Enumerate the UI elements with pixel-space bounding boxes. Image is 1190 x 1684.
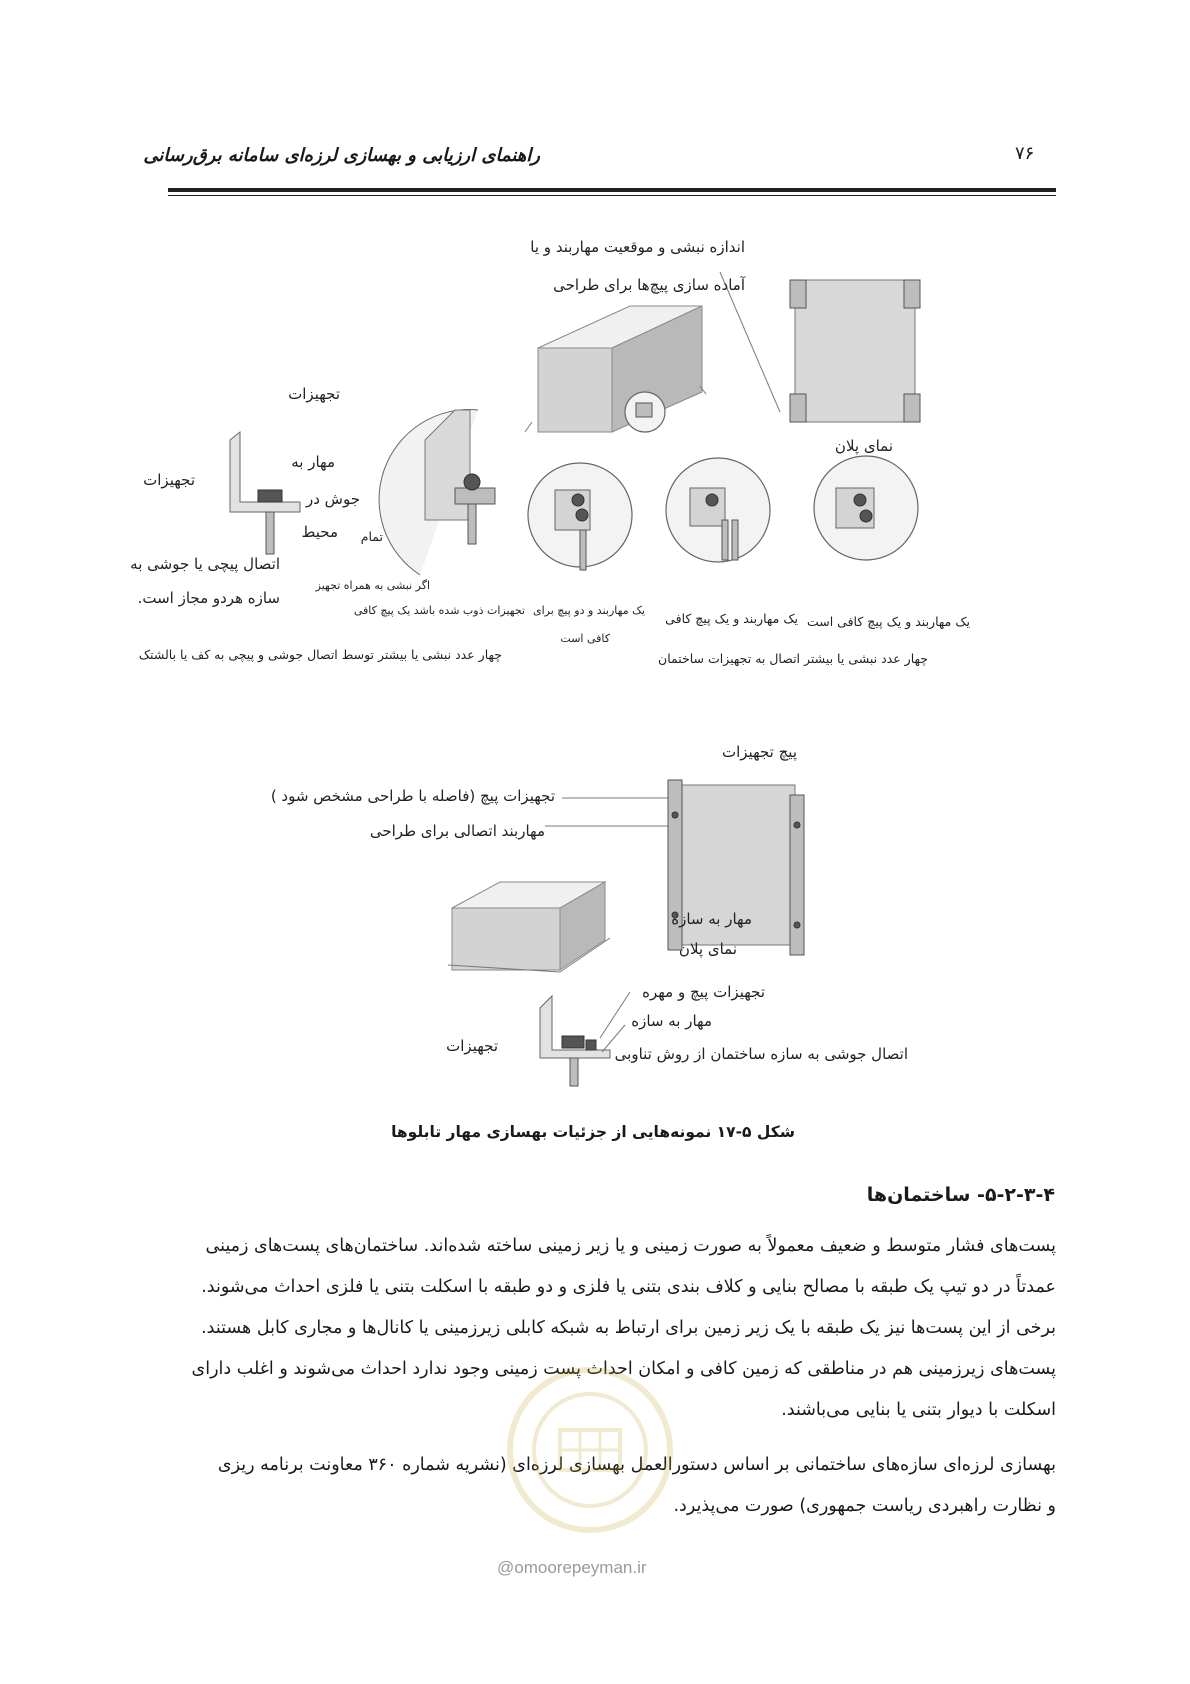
label-one-brace-two-bolts: یک مهاربند و دو پیچ برای bbox=[533, 604, 645, 617]
label-bolt-spacing: تجهیزات پیچ (فاصله با طراحی مشخص شود ) bbox=[270, 787, 555, 805]
paragraph-2-line: و نظارت راهبردی ریاست جمهوری) صورت می‌پذیرد. bbox=[673, 1496, 1056, 1516]
weld-detail-circle bbox=[379, 410, 495, 575]
cabinet-isometric-bottom bbox=[448, 882, 610, 972]
label-plan-view-top: نمای پلان bbox=[834, 437, 893, 455]
angle-bracket-bottom bbox=[540, 992, 630, 1086]
figure-bottom-drawings bbox=[0, 740, 1190, 1100]
watermark-logo bbox=[500, 1360, 680, 1540]
paragraph-1-line: برخی از این پست‌ها نیز یک طبقه با یک زیر زمین برای ارتباط به شبکه کابلی زیرزمینی یا کانال‌ها و مجاری کابل هستند. bbox=[201, 1318, 1056, 1338]
cabinet-isometric-top bbox=[525, 306, 706, 432]
label-bolted-or-welded-1: اتصال پیچی یا جوشی به bbox=[130, 555, 280, 573]
label-one-brace-one-bolt-a: یک مهاربند و یک پیچ کافی bbox=[665, 611, 798, 626]
label-full-perimeter-1: تمام bbox=[360, 529, 383, 544]
label-bolt-and-nut: تجهیزات پیچ و مهره bbox=[642, 983, 765, 1001]
label-plan-view-bottom: نمای پلان bbox=[678, 940, 737, 958]
label-full-perimeter-2: محیط bbox=[301, 523, 338, 541]
paragraph-2-line: بهسازی لرزه‌ای سازه‌های ساختمانی بر اساس دستورالعمل بهسازی لرزه‌ای (نشریه شماره ۳۶۰ معاونت برنامه ریزی bbox=[217, 1455, 1056, 1475]
label-bolted-or-welded-2: سازه هردو مجاز است. bbox=[137, 589, 280, 607]
paragraph-1-line: عمدتاً در دو تیپ یک طبقه با مصالح بنایی و کلاف بندی بتنی یا فلزی و دو طبقه با اسکلت بتنی یا فلزی احداث می‌شوند. bbox=[201, 1277, 1056, 1297]
plan-view-cabinet-bottom bbox=[668, 780, 804, 955]
paragraph-1-line: پست‌های فشار متوسط و ضعیف معمولاً به صورت زمینی و یا زیر زمینی ساخته شده‌اند. ساختمان‌های پست‌های زمینی bbox=[205, 1236, 1056, 1256]
label-if-angle-2: تجهیزات ذوب شده باشد یک پیچ کافی bbox=[353, 604, 525, 617]
figure-caption: شکل ۵-۱۷ نمونه‌هایی از جزئیات بهسازی مهار تابلوها bbox=[391, 1123, 795, 1141]
label-connection-brace: مهاربند اتصالی برای طراحی bbox=[369, 822, 545, 840]
label-brace-to: مهار به bbox=[291, 453, 335, 471]
header-rule-thin bbox=[168, 195, 1056, 196]
label-four-angles-right: چهار عدد نبشی یا بیشتر اتصال به تجهیزات ساختمان bbox=[658, 651, 928, 666]
page-number: ۷۶ bbox=[1015, 143, 1035, 164]
paragraph-1-line: پست‌های زیرزمینی هم در مناطقی که زمین کافی و امکان احداث پست زمینی وجود ندارد احداث می‌شوند و اغلب دارای bbox=[191, 1359, 1056, 1379]
label-brace-to-structure: مهار به سازه bbox=[671, 910, 752, 928]
watermark-site: @omoorepeyman.ir bbox=[497, 1558, 647, 1577]
paragraph-1-line: اسکلت با دیوار بتنی یا بنایی می‌باشند. bbox=[781, 1400, 1056, 1420]
label-equipment-top: تجهیزات bbox=[288, 385, 340, 403]
label-weld-in: جوش در bbox=[305, 490, 360, 508]
label-equipment-left: تجهیزات bbox=[143, 471, 195, 489]
plan-view-rect bbox=[790, 280, 920, 422]
header-rule bbox=[168, 188, 1056, 192]
label-is-enough: کافی است bbox=[560, 632, 610, 645]
bracket-detail-circles bbox=[528, 456, 918, 570]
label-plan-note-1: اندازه نبشی و موقعیت مهاربند و یا bbox=[530, 238, 745, 256]
label-if-angle-1: اگر نبشی به همراه تجهیز bbox=[315, 579, 430, 592]
section-heading: ۵-۲-۳-۴- ساختمان‌ها bbox=[866, 1184, 1055, 1206]
label-equipment-bottom: تجهیزات bbox=[446, 1037, 498, 1055]
label-four-angles-left: چهار عدد نبشی یا بیشتر توسط اتصال جوشی و پیچی به کف یا بالشتک bbox=[138, 647, 502, 662]
label-equipment-bolt: پیچ تجهیزات bbox=[721, 743, 797, 761]
label-one-brace-one-bolt-b: یک مهاربند و یک پیچ کافی است bbox=[806, 614, 970, 629]
label-plan-note-2: آماده سازی پیچ‌ها برای طراحی bbox=[553, 276, 745, 294]
label-brace-to-structure-2: مهار به سازه bbox=[631, 1012, 712, 1030]
running-title: راهنمای ارزیابی و بهسازی لرزه‌ای سامانه برق‌رسانی bbox=[143, 145, 540, 166]
angle-bracket-left bbox=[140, 432, 300, 554]
label-welded-connection: اتصال جوشی به سازه ساختمان از روش تناوبی bbox=[614, 1045, 908, 1063]
